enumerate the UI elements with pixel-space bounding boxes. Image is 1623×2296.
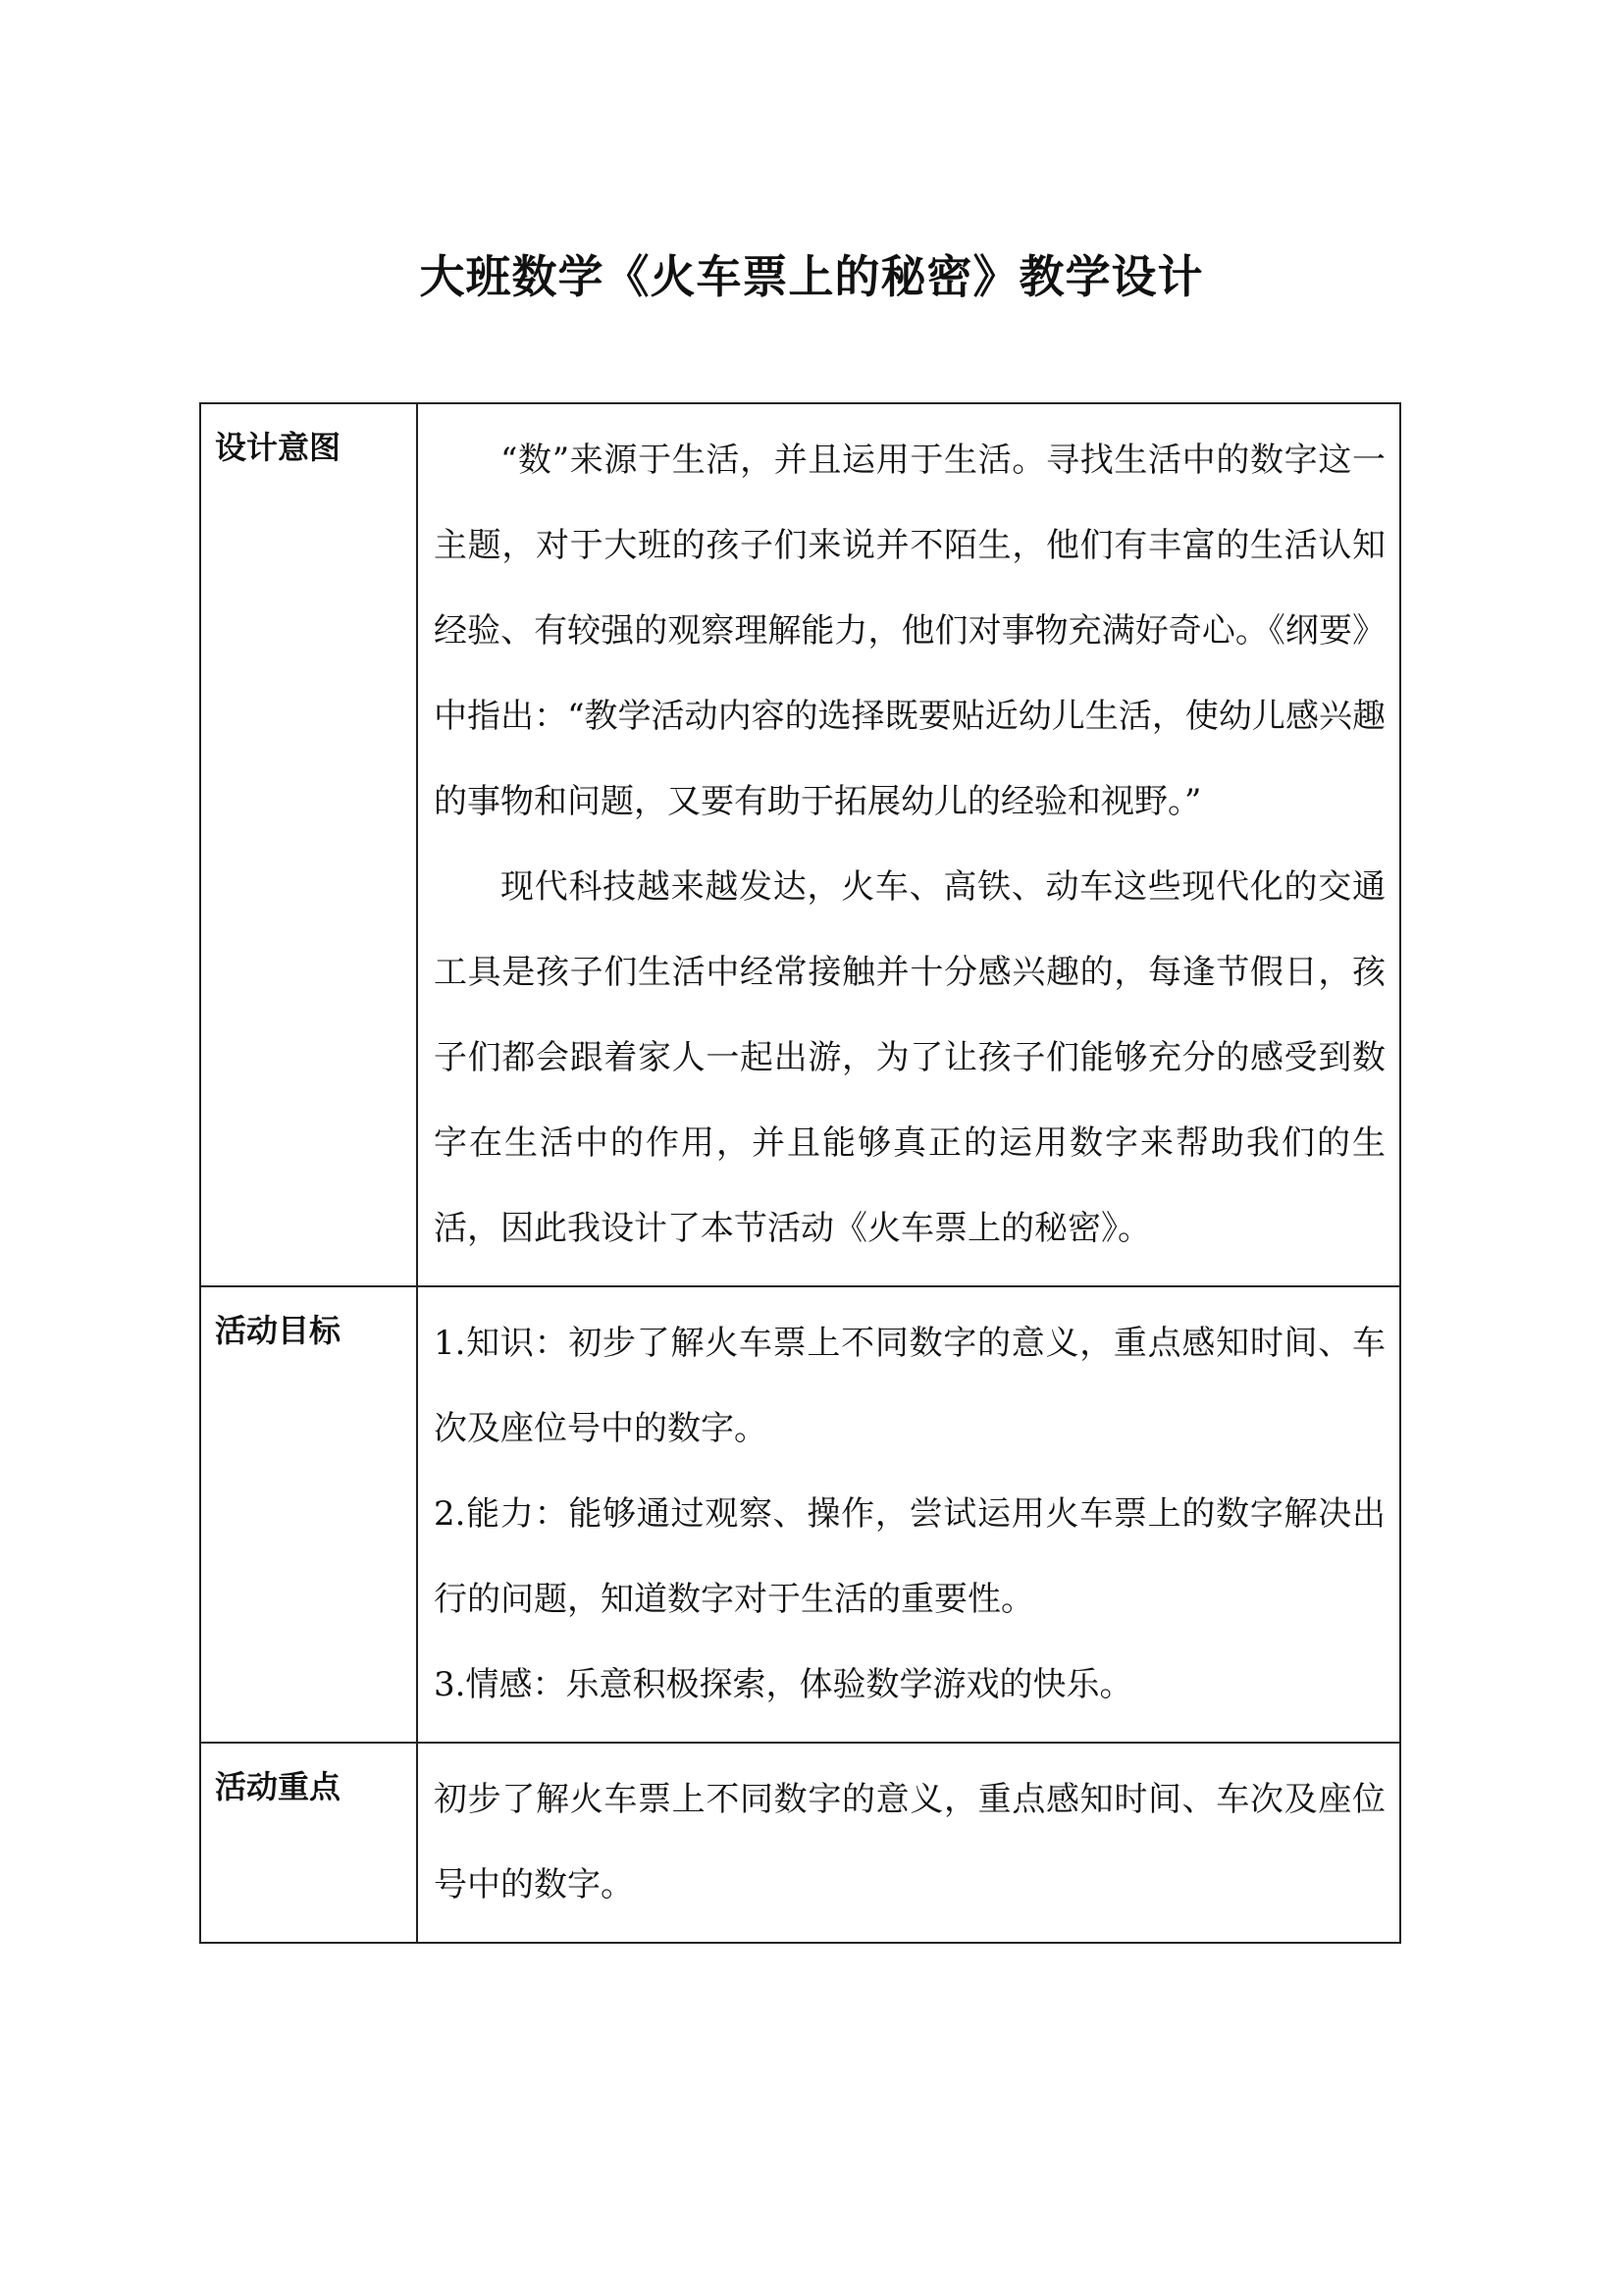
lesson-plan-table — [199, 402, 1401, 1944]
document-title: 大班数学《火车票上的秘密》教学设计 — [419, 250, 1204, 303]
table-row-design-intent — [200, 403, 1400, 1286]
table-row-activity-focus — [200, 1743, 1400, 1943]
design-intent-paragraph-2: 现代科技越来越发达，火车、高铁、动车这些现代化的交通工具是孩子们生活中经常接触并十分感兴趣的，每逢节假日，孩子们都会跟着家人一起出游，为了让孩子们能够充分的感受到数字在生活中的作用，并且能够真正的运用数字来帮助我们的生活，因此我设计了本节活动《火车票上的秘密》。 — [434, 867, 1386, 1248]
row-content-design-intent — [417, 403, 1400, 1286]
row-label-activity-focus: 活动重点 — [200, 1743, 417, 1943]
row-content-activity-focus — [417, 1743, 1400, 1943]
goal-knowledge: 1.知识：初步了解火车票上不同数字的意义，重点感知时间、车次及座位号中的数字。 — [434, 1324, 1386, 1448]
goal-ability: 2.能力：能够通过观察、操作，尝试运用火车票上的数字解决出行的问题，知道数字对于生活的重要性。 — [434, 1494, 1386, 1619]
design-intent-paragraph-1: “数”来源于生活，并且运用于生活。寻找生活中的数字这一主题，对于大班的孩子们来说并不陌生，他们有丰富的生活认知经验、有较强的观察理解能力，他们对事物充满好奇心。《纲要》中指出：“教学活动内容的选择既要贴近幼儿生活，使幼儿感兴趣的事物和问题，又要有助于拓展幼儿的经验和视野。” — [434, 441, 1386, 821]
row-content-activity-goals — [417, 1286, 1400, 1743]
row-label-activity-goals: 活动目标 — [200, 1286, 417, 1743]
goal-emotion: 3.情感：乐意积极探索，体验数学游戏的快乐。 — [434, 1665, 1133, 1704]
activity-focus-text: 初步了解火车票上不同数字的意义，重点感知时间、车次及座位号中的数字。 — [434, 1780, 1386, 1905]
table-row-activity-goals — [200, 1286, 1400, 1743]
row-label-design-intent: 设计意图 — [200, 403, 417, 1286]
